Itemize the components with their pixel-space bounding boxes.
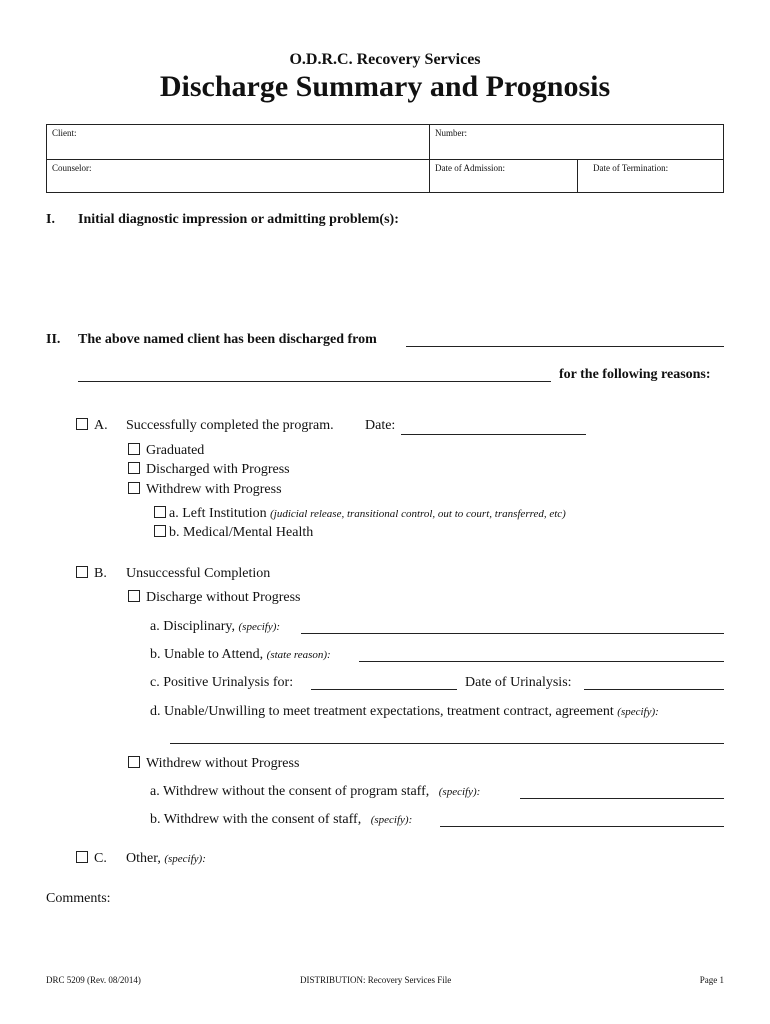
withdrew-without-progress-label: Withdrew without Progress [146, 756, 300, 771]
urinalysis-date-label: Date of Urinalysis: [465, 675, 572, 690]
discharge-without-progress-label: Discharge without Progress [146, 590, 301, 605]
left-institution-option [154, 506, 566, 522]
page-number: Page 1 [699, 975, 724, 985]
comments-label: Comments: [46, 891, 111, 906]
unable-note: (state reason): [266, 649, 331, 661]
discharged-from-line-2[interactable] [78, 381, 551, 382]
unwilling-note: (specify): [617, 706, 659, 718]
discharged-with-progress-option [128, 462, 290, 478]
without-consent-row [150, 784, 480, 800]
organization-name: O.D.R.C. Recovery Services [289, 51, 481, 68]
admission-date-label: Date of Admission: [435, 163, 505, 173]
option-b [76, 566, 107, 582]
client-info-box [46, 124, 724, 193]
unable-row [150, 647, 331, 663]
option-b-letter: B. [94, 566, 107, 581]
left-institution-label: a. Left Institution [169, 506, 267, 521]
with-consent-row [150, 812, 412, 828]
unwilling-line[interactable] [170, 743, 724, 744]
graduated-label: Graduated [146, 443, 205, 458]
completion-date-line[interactable] [401, 434, 586, 435]
section-1-heading: Initial diagnostic impression or admitting problem(s): [78, 212, 399, 227]
without-consent-note: (specify): [438, 786, 481, 798]
unable-line[interactable] [359, 661, 724, 662]
section-2-number: II. [46, 332, 61, 347]
withdrew-with-progress-checkbox[interactable] [128, 482, 140, 494]
reasons-label: for the following reasons: [559, 367, 711, 382]
counselor-label: Counselor: [52, 163, 92, 173]
discharged-with-progress-label: Discharged with Progress [146, 462, 290, 477]
discharge-without-progress-option [128, 590, 301, 606]
page-title: Discharge Summary and Prognosis [159, 70, 611, 103]
disciplinary-note: (specify): [238, 621, 281, 633]
option-c-checkbox[interactable] [76, 851, 88, 863]
option-c-letter: C. [94, 851, 107, 866]
option-b-checkbox[interactable] [76, 566, 88, 578]
graduated-checkbox[interactable] [128, 443, 140, 455]
option-c-text: Other, [126, 851, 161, 866]
option-b-text: Unsuccessful Completion [126, 566, 271, 581]
disciplinary-line[interactable] [301, 633, 724, 634]
urinalysis-line[interactable] [311, 689, 457, 690]
medical-option [154, 525, 313, 541]
disciplinary-label: a. Disciplinary, [150, 619, 236, 634]
unwilling-label: d. Unable/Unwilling to meet treatment expectations, treatment contract, agreement [150, 704, 614, 719]
with-consent-line[interactable] [440, 826, 724, 827]
unable-label: b. Unable to Attend, [150, 647, 264, 662]
urinalysis-date-line[interactable] [584, 689, 724, 690]
medical-label: b. Medical/Mental Health [169, 525, 314, 540]
option-c-note: (specify): [164, 853, 206, 865]
left-institution-note: (judicial release, transitional control, out to court, transferred, etc) [270, 508, 566, 520]
termination-date-label: Date of Termination: [593, 163, 669, 173]
with-consent-note: (specify): [370, 814, 413, 826]
option-c-row [126, 851, 206, 867]
with-consent-label: b. Withdrew with the consent of staff, [150, 812, 362, 827]
withdrew-without-progress-option [128, 756, 299, 772]
form-id: DRC 5209 (Rev. 08/2014) [46, 975, 141, 985]
option-a [76, 418, 108, 434]
section-2-heading: The above named client has been discharged from [78, 332, 377, 347]
graduated-option [128, 443, 204, 459]
urinalysis-label: c. Positive Urinalysis for: [150, 675, 294, 690]
discharged-from-line[interactable] [406, 346, 724, 347]
medical-checkbox[interactable] [154, 525, 166, 537]
section-1-number: I. [46, 212, 55, 227]
option-a-letter: A. [94, 418, 108, 433]
option-a-text: Successfully completed the program. [126, 418, 334, 433]
option-c [76, 851, 107, 867]
option-a-checkbox[interactable] [76, 418, 88, 430]
withdrew-without-progress-checkbox[interactable] [128, 756, 140, 768]
withdrew-with-progress-option [128, 482, 282, 498]
left-institution-checkbox[interactable] [154, 506, 166, 518]
number-label: Number: [435, 128, 467, 138]
without-consent-line[interactable] [520, 798, 724, 799]
discharged-with-progress-checkbox[interactable] [128, 462, 140, 474]
without-consent-label: a. Withdrew without the consent of program staff, [150, 784, 430, 799]
unwilling-row [150, 704, 659, 720]
discharge-without-progress-checkbox[interactable] [128, 590, 140, 602]
client-label: Client: [52, 128, 77, 138]
distribution-note: DISTRIBUTION: Recovery Services File [300, 975, 452, 985]
disciplinary-row [150, 619, 280, 635]
withdrew-with-progress-label: Withdrew with Progress [146, 482, 282, 497]
completion-date-label: Date: [365, 418, 396, 433]
